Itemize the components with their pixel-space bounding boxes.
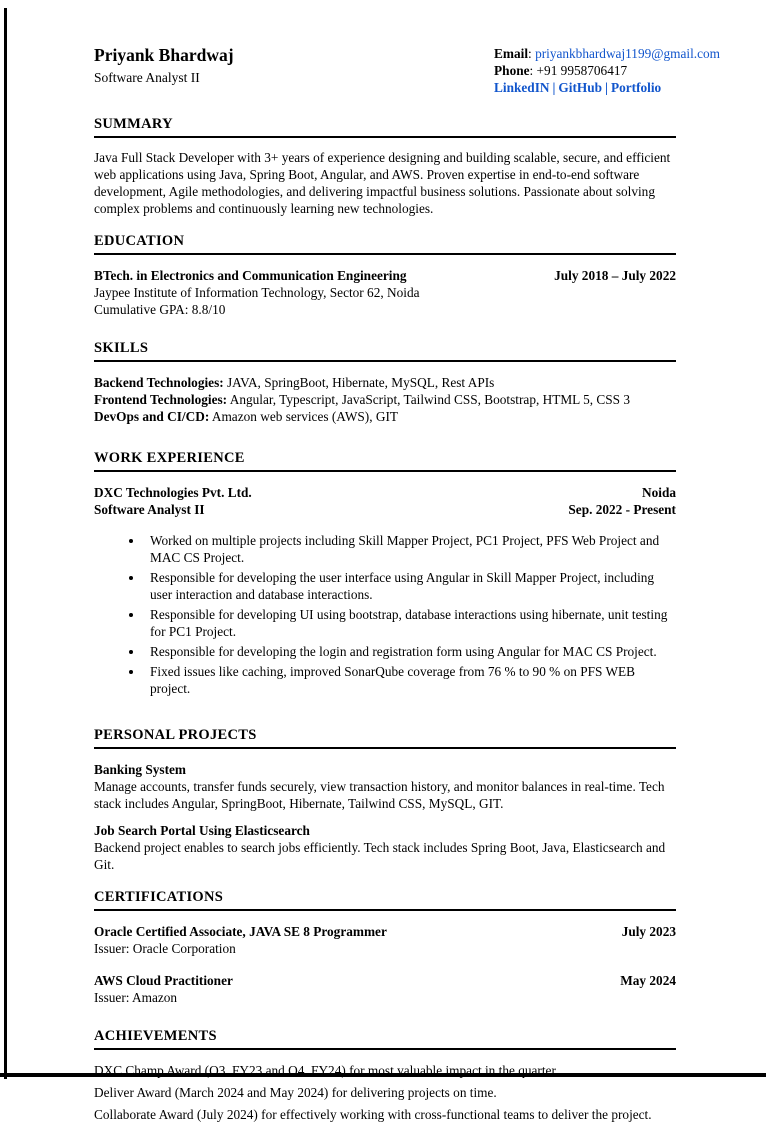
project-name: Job Search Portal Using Elasticsearch [94, 823, 310, 838]
section-work-experience [94, 450, 676, 697]
project-description: Backend project enables to search jobs efficiently. Tech stack includes Spring Boot, Java, Elasticsearch and Git. [94, 840, 666, 872]
github-link[interactable]: GitHub [558, 80, 603, 95]
skill-label: Backend Technologies: [94, 375, 224, 390]
person-title: Software Analyst II [94, 69, 200, 85]
link-separator: | [552, 80, 556, 95]
identity-block [94, 45, 234, 86]
linkedin-link[interactable]: LinkedIN [494, 80, 550, 95]
education-gpa: Cumulative GPA: 8.8/10 [94, 302, 226, 317]
summary-heading: SUMMARY [94, 116, 676, 138]
skill-label: DevOps and CI/CD: [94, 409, 210, 424]
work-role-row [94, 501, 676, 518]
email-label: Email [494, 46, 529, 61]
page-content [94, 0, 720, 1128]
achievement-item: DXC Champ Award (Q3, FY23 and Q4, FY24) for most valuable impact in the quarter. [94, 1063, 559, 1078]
section-achievements [94, 1028, 676, 1123]
header [94, 45, 720, 96]
project-item [94, 761, 676, 812]
skill-value: Angular, Typescript, JavaScript, Tailwind CSS, Bootstrap, HTML 5, CSS 3 [229, 392, 631, 407]
page-edge-left [4, 8, 7, 1079]
achievement-item: Collaborate Award (July 2024) for effectively working with cross-functional teams to deliver the project. [94, 1107, 652, 1122]
phone-label: Phone [494, 63, 530, 78]
certification-title-row [94, 923, 676, 940]
skills-heading: SKILLS [94, 340, 676, 362]
certification-date: May 2024 [620, 973, 676, 988]
certification-name: Oracle Certified Associate, JAVA SE 8 Programmer [94, 924, 387, 939]
person-name: Priyank Bhardwaj [94, 45, 234, 65]
project-description: Manage accounts, transfer funds securely, view transaction history, and monitor balances in real-time. Tech stack includes Angular, SpringBoot, Hibernate, Tailwind CSS, MySQL, GIT. [94, 779, 665, 811]
work-bullet: • Responsible for developing the user interface using Angular in Skill Mapper Project, including user interaction and database interactions. [144, 569, 676, 603]
achievements-list [94, 1062, 676, 1123]
section-certifications [94, 889, 676, 1006]
work-dates: Sep. 2022 - Present [568, 502, 676, 517]
certification-item [94, 972, 676, 1006]
work-bullet: • Fixed issues like caching, improved SonarQube coverage from 76 % to 90 % on PFS WEB project. [144, 663, 676, 697]
email-link[interactable]: priyankbhardwaj1199@gmail.com [535, 46, 720, 61]
work-company-row [94, 484, 676, 501]
contact-block [494, 45, 720, 96]
education-degree-row [94, 267, 676, 284]
skill-row-devops [94, 408, 676, 425]
education-heading: EDUCATION [94, 233, 676, 255]
work-heading: WORK EXPERIENCE [94, 450, 676, 472]
skill-value: JAVA, SpringBoot, Hibernate, MySQL, Rest APIs [227, 375, 495, 390]
summary-text: Java Full Stack Developer with 3+ years of experience designing and building scalable, secure, and efficient web applications using Java, Spring Boot, Angular, and AWS. Proven expertise in end-to-end software development, Agile methodologies, and delivering impactful business solutions. Passionate about solving complex problems and continuously learning new technologies. [94, 150, 671, 216]
portfolio-link[interactable]: Portfolio [610, 80, 662, 95]
degree-name: BTech. in Electronics and Communication Engineering [94, 268, 407, 283]
achievements-heading: ACHIEVEMENTS [94, 1028, 676, 1050]
work-bullet: • Responsible for developing the login and registration form using Angular for MAC CS Project. [144, 643, 676, 660]
certifications-heading: CERTIFICATIONS [94, 889, 676, 911]
contact-links [494, 79, 720, 96]
section-personal-projects [94, 727, 676, 873]
certification-title-row [94, 972, 676, 989]
skill-row-frontend [94, 391, 676, 408]
achievement-item: Deliver Award (March 2024 and May 2024) for delivering projects on time. [94, 1085, 497, 1100]
contact-phone-line [494, 62, 720, 79]
skill-value: Amazon web services (AWS), GIT [211, 409, 398, 424]
section-skills [94, 340, 676, 425]
certification-issuer: Issuer: Amazon [94, 990, 178, 1005]
work-location: Noida [642, 485, 676, 500]
colon: : [528, 46, 536, 61]
certification-name: AWS Cloud Practitioner [94, 973, 233, 988]
section-education [94, 233, 676, 318]
project-item [94, 822, 676, 873]
projects-heading: PERSONAL PROJECTS [94, 727, 676, 749]
phone-number: +91 9958706417 [536, 63, 628, 78]
education-school: Jaypee Institute of Information Technology, Sector 62, Noida [94, 285, 420, 300]
certification-item [94, 923, 676, 957]
contact-email-line [494, 45, 720, 62]
certification-issuer: Issuer: Oracle Corporation [94, 941, 236, 956]
section-summary [94, 116, 676, 217]
job-title: Software Analyst II [94, 502, 205, 517]
work-bullet: • Responsible for developing UI using bootstrap, database interactions using hibernate, unit testing for PC1 Project. [144, 606, 676, 640]
work-bullet-list [94, 532, 676, 697]
work-bullet: • Worked on multiple projects including Skill Mapper Project, PC1 Project, PFS Web Project and MAC CS Project. [144, 532, 676, 566]
project-name: Banking System [94, 762, 186, 777]
company-name: DXC Technologies Pvt. Ltd. [94, 485, 252, 500]
education-dates: July 2018 – July 2022 [554, 268, 676, 283]
skill-label: Frontend Technologies: [94, 392, 228, 407]
link-separator: | [605, 80, 608, 95]
certification-date: July 2023 [621, 924, 676, 939]
skill-row-backend [94, 374, 676, 391]
colon: : [529, 63, 537, 78]
